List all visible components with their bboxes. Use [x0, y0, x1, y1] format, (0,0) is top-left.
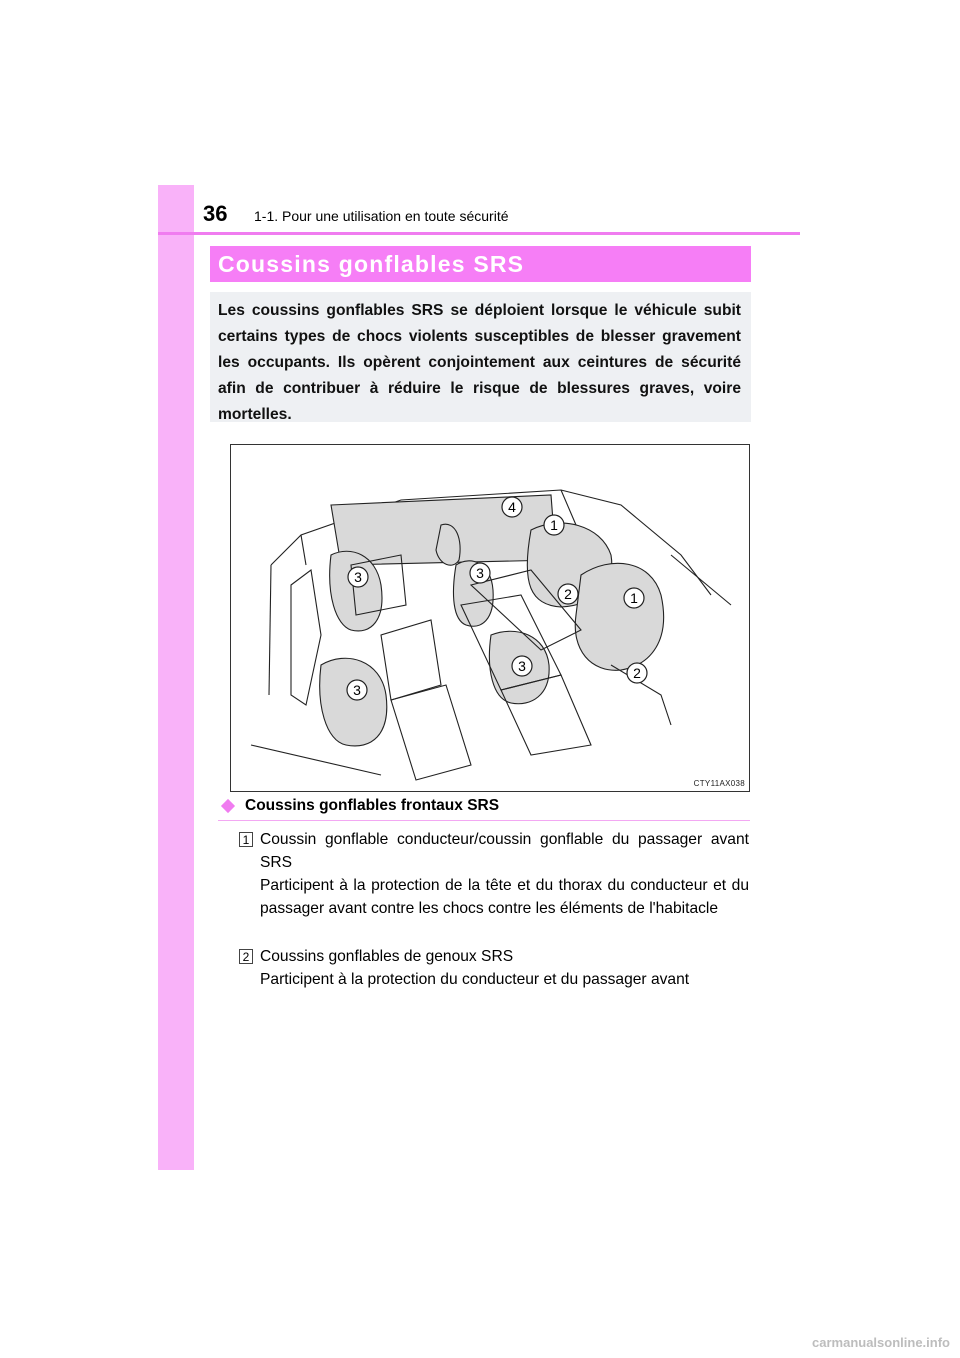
intro-paragraph: Les coussins gonflables SRS se déploient lorsque le véhicule subit certains types de chocs violents susceptibles de blesser gravement les occupants. Ils opèrent conjointement aux ceintures de sécurité afin de contribuer à réduire le risque de blessures graves, voire mortelles. — [210, 292, 751, 422]
car-interior-drawing — [231, 445, 749, 791]
page-title: Coussins gonflables SRS — [210, 246, 751, 282]
item-title: Coussin gonflable conducteur/coussin gonflable du passager avant SRS — [260, 831, 749, 871]
callout-3d — [347, 680, 367, 700]
item-title: Coussins gonflables de genoux SRS — [260, 948, 514, 965]
callout-4 — [502, 497, 522, 517]
svg-text:3: 3 — [353, 682, 361, 698]
side-band — [158, 185, 194, 1170]
section-heading — [220, 797, 499, 815]
page-number: 36 — [203, 201, 228, 226]
figure-code: CTY11AX038 — [693, 779, 745, 788]
section-heading-text: Coussins gonflables frontaux SRS — [245, 797, 500, 814]
item-description: Participent à la protection de la tête et du thorax du conducteur et du passager avant contre les chocs contre les éléments de l'habitacle — [260, 877, 749, 917]
list-item — [239, 945, 749, 991]
svg-text:1: 1 — [630, 590, 638, 606]
callout-2b — [627, 663, 647, 683]
callout-2a — [558, 584, 578, 604]
item-number-badge: 2 — [239, 949, 253, 964]
diamond-bullet-icon — [221, 799, 235, 813]
callout-1b — [624, 588, 644, 608]
svg-text:2: 2 — [633, 665, 641, 681]
header-rule — [158, 232, 800, 235]
section-rule — [218, 820, 750, 821]
svg-text:3: 3 — [354, 569, 362, 585]
svg-text:1: 1 — [550, 517, 558, 533]
svg-text:3: 3 — [518, 658, 526, 674]
item-number-badge: 1 — [239, 832, 253, 847]
callout-3b — [470, 563, 490, 583]
item-description: Participent à la protection du conducteur et du passager avant — [260, 971, 690, 988]
callout-3c — [512, 656, 532, 676]
svg-text:2: 2 — [564, 586, 572, 602]
footer-watermark: carmanualsonline.info — [812, 1335, 950, 1350]
chapter-heading: 1-1. Pour une utilisation en toute sécurité — [254, 208, 509, 224]
airbag-illustration — [230, 444, 750, 792]
list-item — [239, 828, 749, 920]
callout-3a — [348, 567, 368, 587]
svg-text:3: 3 — [476, 565, 484, 581]
callout-1a — [544, 515, 564, 535]
svg-text:4: 4 — [508, 499, 516, 515]
